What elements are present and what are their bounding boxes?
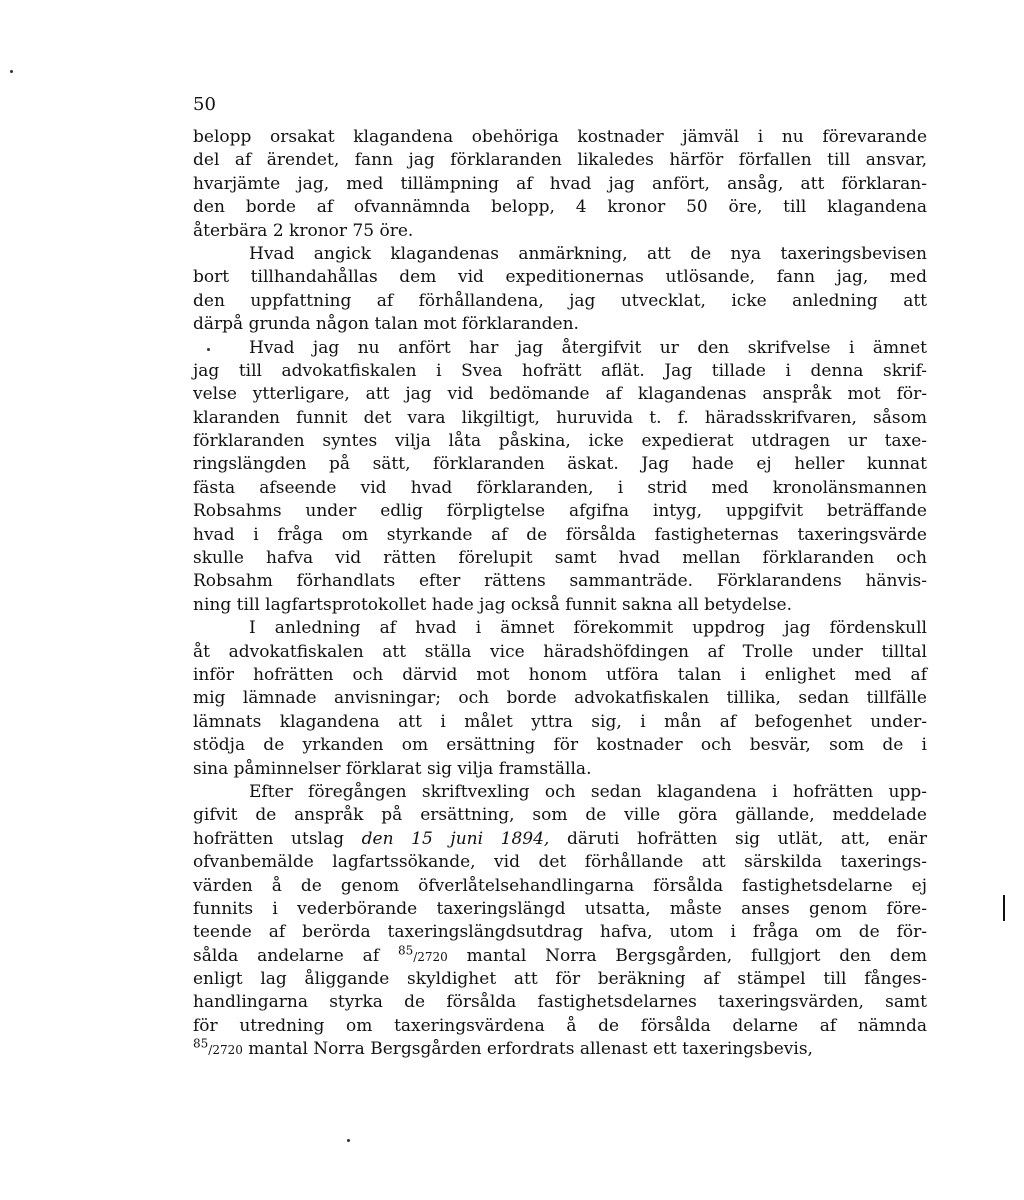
text-line: för utredning om taxeringsvärdena å de försålda delarne af nämnda	[193, 1015, 927, 1036]
text-line: Efter föregången skriftvexling och sedan klagandena i hofrätten upp-	[249, 781, 927, 802]
text-line: värden å de genom öfverlåtelsehandlingarna försålda fastighetsdelarne ej	[193, 875, 927, 896]
text-line: teende af berörda taxeringslängdsutdrag hafva, utom i fråga om de för-	[193, 922, 927, 943]
text-line: belopp orsakat klagandena obehöriga kostnader jämväl i nu förevarande	[193, 127, 927, 147]
text-line: inför hofrätten och därvid mot honom utföra talan i enlighet med af	[193, 664, 927, 685]
text-line: hvarjämte jag, med tillämpning af hvad jag anfört, ansåg, att förklaran-	[193, 173, 927, 194]
text-line: Robsahms under edlig förpligtelse afgifna intyg, uppgifvit beträffande	[193, 501, 927, 522]
text-segment: sålda andelarne af	[193, 945, 380, 966]
margin-mark	[1003, 895, 1005, 921]
text-segment: mantal Norra Bergsgården erfordrats allenast ett taxeringsbevis,	[248, 1039, 813, 1060]
text-line: Robsahm förhandlats efter rättens sammanträde. Förklarandens hänvis-	[193, 571, 927, 592]
text-line: åt advokatfiskalen att ställa vice häradshöfdingen af Trolle under tilltal	[193, 641, 927, 662]
text-line: den borde af ofvannämnda belopp, 4 kronor 50 öre, till klagandena	[193, 197, 927, 218]
text-line	[193, 828, 927, 851]
text-line: ofvanbemälde lagfartssökande, vid det förhållande att särskilda taxerings-	[193, 852, 927, 873]
text-line: fästa afseende vid hvad förklaranden, i strid med kronolänsmannen	[193, 477, 927, 498]
text-line: I anledning af hvad i ämnet förekommit uppdrog jag fördenskull	[249, 618, 927, 639]
text-line: förklaranden syntes vilja låta påskina, icke expedierat utdragen ur taxe-	[193, 431, 927, 452]
page-number: 50	[193, 94, 216, 115]
fraction-numerator: 85	[397, 943, 414, 958]
text-line: del af ärendet, fann jag förklaranden likaledes härför förfallen till ansvar,	[193, 150, 927, 171]
text-line: återbära 2 kronor 75 öre.	[193, 220, 414, 241]
text-line: funnits i vederbörande taxeringslängd utsatta, måste anses genom före-	[193, 898, 927, 919]
text-line	[193, 1038, 927, 1061]
scan-speck	[347, 1139, 350, 1142]
text-line: velse ytterligare, att jag vid bedömande af klagandenas anspråk mot för-	[193, 384, 927, 405]
text-segment: hofrätten utslag	[193, 828, 344, 849]
text-line: stödja de yrkanden om ersättning för kostnader och besvär, som de i	[193, 735, 927, 756]
fraction-denominator: /2720	[208, 1043, 243, 1058]
text-line: klaranden funnit det vara likgiltigt, huruvida t. f. häradsskrifvaren, såsom	[193, 407, 927, 428]
text-line: därpå grunda någon talan mot förklaranden.	[193, 314, 579, 335]
text-line: Hvad angick klagandenas anmärkning, att de nya taxeringsbevisen	[249, 243, 927, 264]
text-line: gifvit de anspråk på ersättning, som de ville göra gällande, meddelade	[193, 805, 927, 826]
text-line: sina påminnelser förklarat sig vilja framställa.	[193, 758, 592, 779]
text-line: skulle hafva vid rätten förelupit samt hvad mellan förklaranden och	[193, 548, 927, 569]
text-line: mig lämnade anvisningar; och borde advokatfiskalen tillika, sedan tillfälle	[193, 688, 927, 709]
text-line: ning till lagfartsprotokollet hade jag också funnit sakna all betydelse.	[193, 594, 793, 615]
text-segment: mantal Norra Bergsgården, fullgjort den dem	[466, 945, 927, 966]
text-line	[193, 945, 927, 968]
fraction-denominator: /2720	[413, 949, 448, 964]
text-line: ringslängden på sätt, förklaranden äskat. Jag hade ej heller kunnat	[193, 454, 927, 475]
text-line: lämnats klagandena att i målet yttra sig, i mån af befogenhet under-	[193, 711, 927, 732]
body-text	[193, 126, 927, 1062]
fraction-numerator: 85	[193, 1036, 209, 1051]
text-line: bort tillhandahållas dem vid expeditionernas utlösande, fann jag, med	[193, 267, 927, 288]
text-line: jag till advokatfiskalen i Svea hofrätt aflät. Jag tillade i denna skrif-	[193, 360, 927, 381]
date-emphasis: den 15 juni 1894,	[361, 828, 550, 849]
text-line: den uppfattning af förhållandena, jag utvecklat, icke anledning att	[193, 290, 927, 311]
scan-speck	[207, 348, 210, 351]
text-line: enligt lag åliggande skyldighet att för beräkning af stämpel till fånges-	[193, 969, 927, 990]
text-segment: däruti hofrätten sig utlät, att, enär	[566, 828, 927, 849]
text-line: Hvad jag nu anfört har jag återgifvit ur den skrifvelse i ämnet	[249, 337, 927, 358]
text-line: hvad i fråga om styrkande af de försålda fastigheternas taxeringsvärde	[193, 524, 927, 545]
scan-speck	[10, 70, 13, 73]
text-line: handlingarna styrka de försålda fastighetsdelarnes taxeringsvärden, samt	[193, 992, 927, 1013]
